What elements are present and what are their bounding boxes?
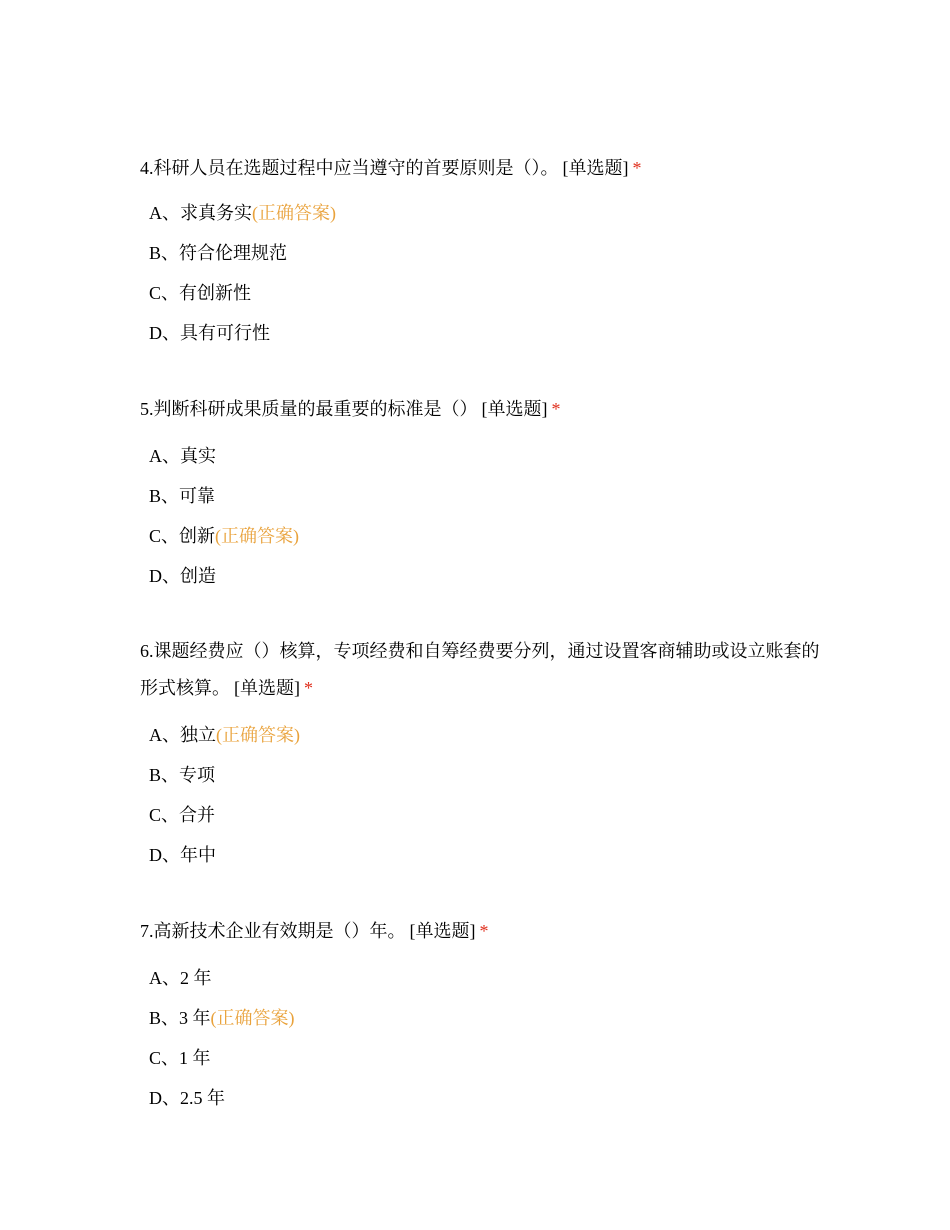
option-c — [140, 795, 820, 835]
question-text: 5.判断科研成果质量的最重要的标准是（） — [140, 399, 478, 419]
question-type: [单选题] — [234, 678, 300, 698]
option-text: A、独立 — [149, 725, 216, 745]
option-d — [140, 313, 820, 353]
option-text: D、2.5 年 — [149, 1088, 225, 1108]
option-text: A、求真务实 — [149, 203, 252, 223]
option-a — [140, 193, 820, 233]
option-text: D、年中 — [149, 845, 216, 865]
question-title — [140, 391, 820, 428]
required-mark: * — [632, 158, 642, 178]
correct-answer-label: (正确答案) — [252, 203, 336, 223]
question-7 — [140, 913, 820, 1118]
option-text: B、符合伦理规范 — [149, 243, 288, 263]
question-text: 6.课题经费应（）核算，专项经费和自筹经费要分列，通过设置客商辅助或设立账套的形式核算。 — [140, 641, 820, 698]
required-mark: * — [304, 678, 313, 698]
question-5 — [140, 391, 820, 596]
required-mark: * — [551, 399, 561, 419]
option-text: C、1 年 — [149, 1048, 211, 1068]
question-type: [单选题] — [409, 921, 476, 941]
option-text: D、创造 — [149, 566, 216, 586]
option-a — [140, 436, 820, 476]
option-text: A、真实 — [149, 446, 216, 466]
option-text: B、可靠 — [149, 486, 216, 506]
option-c — [140, 516, 820, 556]
correct-answer-label: (正确答案) — [215, 526, 300, 546]
option-c — [140, 273, 820, 313]
option-a — [140, 958, 820, 998]
required-mark: * — [479, 921, 489, 941]
option-list — [140, 193, 820, 353]
question-text: 7.高新技术企业有效期是（）年。 — [140, 921, 406, 941]
option-text: D、具有可行性 — [149, 323, 270, 343]
option-list — [140, 958, 820, 1118]
option-list — [140, 715, 820, 875]
option-text: A、2 年 — [149, 968, 212, 988]
option-list — [140, 436, 820, 596]
question-title — [140, 633, 820, 707]
option-text: B、3 年 — [149, 1008, 211, 1028]
question-title — [140, 913, 820, 950]
option-text: C、合并 — [149, 805, 216, 825]
option-a — [140, 715, 820, 755]
option-d — [140, 556, 820, 596]
question-6 — [140, 633, 820, 875]
question-type: [单选题] — [562, 158, 629, 178]
option-b — [140, 755, 820, 795]
option-b — [140, 998, 820, 1038]
correct-answer-label: (正确答案) — [216, 725, 300, 745]
question-text: 4.科研人员在选题过程中应当遵守的首要原则是（）。 — [140, 158, 559, 178]
question-title — [140, 150, 820, 187]
question-4 — [140, 150, 820, 353]
option-text: C、创新 — [149, 526, 216, 546]
option-c — [140, 1038, 820, 1078]
question-type: [单选题] — [481, 399, 548, 419]
option-d — [140, 1078, 820, 1118]
option-text: B、专项 — [149, 765, 216, 785]
option-b — [140, 476, 820, 516]
option-text: C、有创新性 — [149, 283, 252, 303]
option-d — [140, 835, 820, 875]
correct-answer-label: (正确答案) — [210, 1008, 295, 1028]
option-b — [140, 233, 820, 273]
